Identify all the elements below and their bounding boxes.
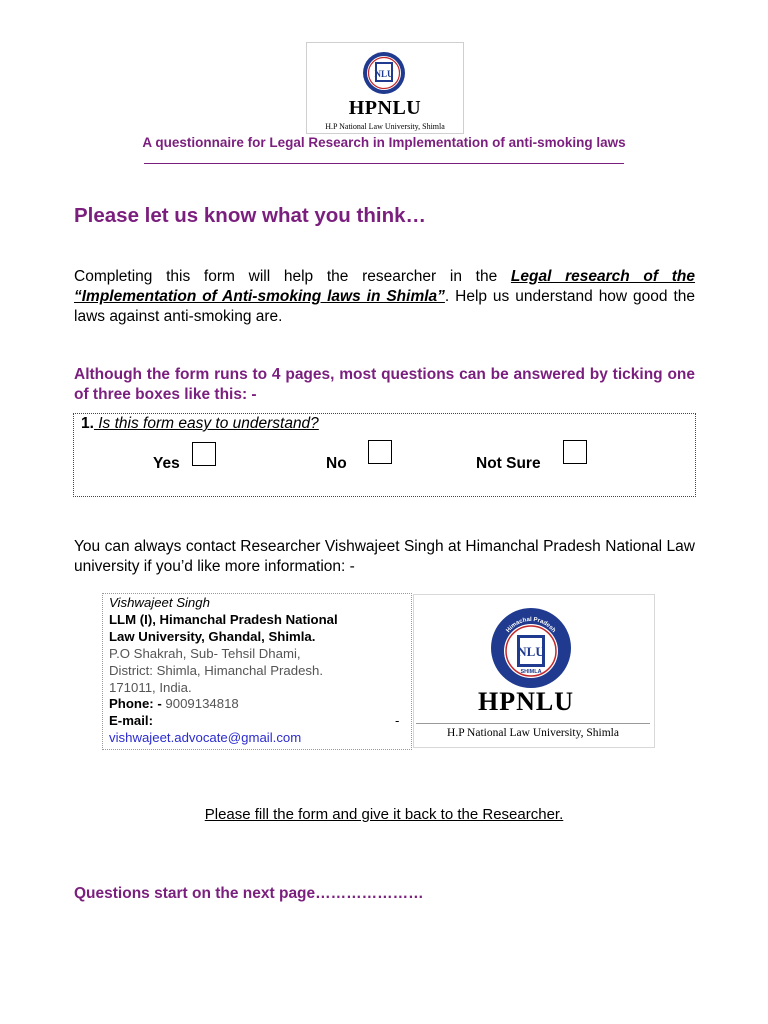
tick-instruction: Although the form runs to 4 pages, most questions can be answered by ticking one of three boxes like this: - [74,366,695,403]
question-text: Is this form easy to understand? [93,415,319,432]
contact-address-2: District: Shimla, Himanchal Pradesh. [109,663,324,678]
intro-paragraph [74,267,695,327]
contact-intro: You can always contact Researcher Vishwajeet Singh at Himanchal Pradesh National Law university if you’d like more information: - [74,538,695,575]
option-no-label: No [326,455,347,472]
svg-text:NLU: NLU [517,644,545,659]
option-no-checkbox[interactable] [368,440,392,464]
next-page-note: Questions start on the next page………………… [74,885,424,902]
svg-text:NLU: NLU [374,69,394,79]
option-yes-checkbox[interactable] [192,442,216,466]
sample-question [81,415,319,433]
intro-legal-research: Legal research of the “Implementation of Anti-smoking laws in Shimla” [74,268,696,305]
divider [144,163,624,164]
svg-text:SHIMLA: SHIMLA [520,669,542,675]
university-seal-icon [362,51,406,95]
page-heading: Please let us know what you think… [74,204,426,227]
option-yes-label: Yes [153,455,180,472]
university-seal-icon [490,607,572,689]
contact-qualification-2: Law University, Ghandal, Shimla. [109,629,316,644]
email-dash: - [395,713,400,728]
university-logo-large [413,594,655,748]
option-not-sure-label: Not Sure [476,455,541,472]
return-form-note: Please fill the form and give it back to the Researcher. [204,806,564,823]
logo-name: HPNLU [348,97,422,119]
logo-subtitle-large: H.P National Law University, Shimla [416,723,650,739]
contact-address-1: P.O Shakrah, Sub- Tehsil Dhami, [109,646,301,661]
contact-qualification-1: LLM (I), Himanchal Pradesh National [109,612,338,627]
intro-text-2: . Help us understand how good the laws against anti-smoking are. [74,288,695,325]
phone-label: Phone: - [109,696,162,711]
svg-text:Himachal Pradesh: Himachal Pradesh [505,616,557,634]
email-link[interactable]: vishwajeet.advocate@gmail.com [109,730,302,745]
question-number: 1. [81,415,94,432]
intro-text-1: Completing this form will help the researcher in the [74,268,511,285]
logo-subtitle: H.P National Law University, Shimla [325,122,445,131]
option-not-sure-checkbox[interactable] [563,440,587,464]
email-label: E-mail: [109,713,153,728]
logo-name-large: HPNLU [478,687,574,716]
contact-name: Vishwajeet Singh [109,595,210,610]
phone-number: 9009134818 [161,696,239,711]
document-subtitle: A questionnaire for Legal Research in Implementation of anti-smoking laws [142,135,626,150]
contact-address-3: 171011, India. [109,680,192,695]
university-logo [306,42,464,134]
contact-phone [109,696,239,713]
